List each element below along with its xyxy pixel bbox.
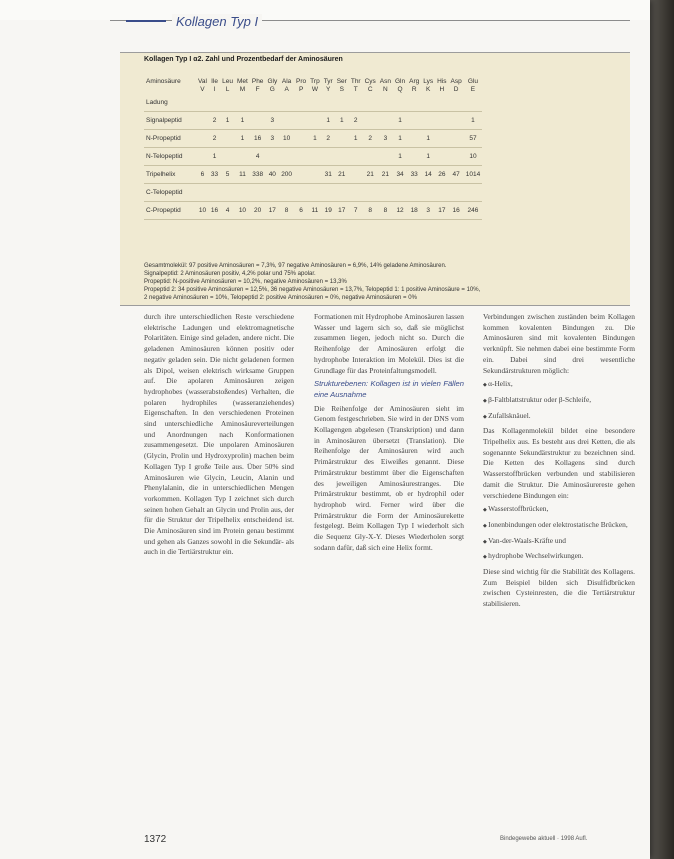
column-code: H [439, 86, 445, 93]
bullet-item: ◆ Zufallsknäuel. [483, 411, 635, 424]
table-cell [220, 94, 235, 112]
column-code: I [213, 86, 216, 93]
table-cell [363, 112, 378, 130]
table-cell: 8 [378, 202, 393, 220]
table-cell: 1 [209, 148, 220, 166]
column-header [349, 78, 363, 94]
column-name: Ser [336, 78, 347, 85]
table-cell [322, 94, 335, 112]
table-cell [265, 148, 279, 166]
table-cell: 6 [196, 166, 209, 184]
table-cell [279, 112, 294, 130]
table-cell: 26 [435, 166, 448, 184]
section-heading: Strukturebenen: Kollagen ist in vielen Fällen eine Ausnahme [314, 379, 464, 399]
table-cell [220, 148, 235, 166]
column-code: E [470, 86, 476, 93]
table-cell: 21 [378, 166, 393, 184]
paragraph: durch ihre unterschiedlichen Reste verschiedene elektrische Ladungen und elektromagnetische Polaritäten. Einige sind geladen, andere nicht. Die geladenen Aminosäuren können positiv oder negativ geladen sein. Die nicht geladenen formen als Dipol, weisen elektrisch wirksame Gruppen auf. Die apolaren Aminosäuren zeigen hydrophobes (wasserabstoßendes) Verhalten, die polaren hydrophiles (wasseranziehendes) Eigenschaften. In den verschiedenen Proteinen sind unterschiedliche Aminosäureverteilungen und Anordnungen nach Konformationen zusammengesetzt. Die unpolaren Aminosäuren (Glycin, Prolin und Hydroxyprolin) machen beim Kollagen Typ I große Teile aus. Über 50% sind Aminosäuren wie Glycin, Leucin, Alanin und Phenylalanin, die in unterschiedlichen Mengen vorkommen. Kollagen Typ I zeichnet sich durch seinen hohen Gehalt an Glycin und Prolin aus, der für die Struktur der Tripelhelix entscheidend ist. Die Aminosäuren sind im Protein genau bestimmt und gehen als Ganzes sowohl in die Sekundär- als auch in die Tertiärstruktur ein. [144, 312, 294, 557]
table-cell [294, 94, 308, 112]
table-cell: 1 [322, 112, 335, 130]
table-cell: 16 [209, 202, 220, 220]
column-header [363, 78, 378, 94]
table-cell [209, 94, 220, 112]
table-cell [464, 184, 482, 202]
column-header [335, 78, 349, 94]
column-header [265, 78, 279, 94]
table-note: Signalpeptid: 2 Aminosäuren positiv, 4,2% polar und 75% apolar. [144, 271, 316, 277]
column-header [407, 78, 421, 94]
table-row [144, 112, 482, 130]
table-cell: 1014 [464, 166, 482, 184]
table-cell [435, 130, 448, 148]
table-cell: 1 [349, 130, 363, 148]
column-code: D [453, 86, 459, 93]
table-cell: 10 [464, 148, 482, 166]
table-cell: 18 [407, 202, 421, 220]
table-cell [308, 148, 322, 166]
column-header [196, 78, 209, 94]
table-cell [250, 184, 266, 202]
column-header [308, 78, 322, 94]
table-row [144, 202, 482, 220]
table-cell: 2 [209, 112, 220, 130]
table-cell [196, 94, 209, 112]
table-cell: 1 [235, 112, 250, 130]
text-column-2 [314, 312, 464, 556]
table-cell: 2 [209, 130, 220, 148]
table-cell [322, 184, 335, 202]
column-name: Lys [423, 78, 434, 85]
table-cell: 21 [363, 166, 378, 184]
table-cell [363, 94, 378, 112]
row-label: C-Telopeptid [144, 184, 196, 202]
table-cell [322, 148, 335, 166]
column-name: Gly [267, 78, 278, 85]
table-cell [363, 184, 378, 202]
table-cell: 6 [294, 202, 308, 220]
column-code: K [426, 86, 431, 93]
table-cell: 11 [308, 202, 322, 220]
column-name: Asp [450, 78, 462, 85]
column-header [294, 78, 308, 94]
table-cell [265, 184, 279, 202]
table-cell: 17 [435, 202, 448, 220]
column-header-label [144, 78, 196, 94]
table-note: Gesamtmolekül: 97 positive Aminosäuren = 7,3%, 97 negative Aminosäuren = 6,9%, 14% geladene Aminosäuren. [144, 263, 447, 269]
table-cell [449, 130, 464, 148]
table-cell [378, 112, 393, 130]
table-cell [196, 148, 209, 166]
table-cell: 1 [464, 112, 482, 130]
table-cell: 1 [421, 130, 435, 148]
table-cell: 11 [235, 166, 250, 184]
table-cell: 1 [421, 148, 435, 166]
column-code: T [353, 86, 358, 93]
table-header-row [144, 78, 482, 94]
table-cell [407, 184, 421, 202]
table-cell [449, 112, 464, 130]
table-cell: 1 [393, 148, 407, 166]
table-cell [196, 184, 209, 202]
table-cell: 5 [220, 166, 235, 184]
column-name: Pro [296, 78, 307, 85]
publisher-footer: Bindegewebe aktuell · 1998 Aufl. [500, 836, 588, 842]
table-cell [407, 148, 421, 166]
column-header [322, 78, 335, 94]
column-code: N [383, 86, 388, 93]
table-cell [349, 166, 363, 184]
table-note: Propeptid: N-positive Aminosäuren = 10,2%, negative Aminosäuren = 13,3% [144, 279, 347, 285]
table-cell [265, 94, 279, 112]
column-name: Ile [211, 78, 218, 85]
table-cell [449, 94, 464, 112]
table-cell: 33 [209, 166, 220, 184]
column-name: Val [198, 78, 207, 85]
table-row [144, 166, 482, 184]
table-cell [421, 94, 435, 112]
table-cell [308, 166, 322, 184]
table-cell [250, 112, 266, 130]
table-cell: 3 [265, 130, 279, 148]
row-label: Tripelhelix [144, 166, 196, 184]
table-cell [279, 94, 294, 112]
column-code: R [411, 86, 417, 93]
row-label: C-Propeptid [144, 202, 196, 220]
table-row [144, 148, 482, 166]
table-cell: 3 [421, 202, 435, 220]
table-cell [294, 130, 308, 148]
table-cell [421, 112, 435, 130]
row-label: Signalpeptid [144, 112, 196, 130]
column-header [235, 78, 250, 94]
table-cell: 4 [250, 148, 266, 166]
table-caption: Kollagen Typ I α2. Zahl und Prozentbedarf der Aminosäuren [144, 56, 343, 63]
table-cell [209, 184, 220, 202]
column-code: V [200, 86, 205, 93]
table-cell: 1 [393, 130, 407, 148]
row-label: N-Propeptid [144, 130, 196, 148]
table-cell [294, 112, 308, 130]
table-cell [464, 94, 482, 112]
bullet-item: ◆ hydrophobe Wechselwirkungen. [483, 551, 635, 564]
column-name: Trp [310, 78, 320, 85]
column-code: G [269, 86, 275, 93]
table-cell [235, 184, 250, 202]
column-header [393, 78, 407, 94]
column-name: Met [237, 78, 248, 85]
table-cell [378, 184, 393, 202]
table-cell: 200 [279, 166, 294, 184]
table-cell [279, 148, 294, 166]
column-header [378, 78, 393, 94]
column-name: Phe [251, 78, 264, 85]
table-cell [235, 148, 250, 166]
paragraph: Diese sind wichtig für die Stabilität des Kollagens. Zum Beispiel bilden sich Disulfidbrücken zwischen Cysteinresten, die die Tertiärstruktur stabilisieren. [483, 567, 635, 609]
amino-acid-table [144, 78, 482, 220]
column-name: Aminosäure [146, 78, 181, 85]
table-cell: 1 [308, 130, 322, 148]
table-cell: 3 [265, 112, 279, 130]
table-cell [449, 184, 464, 202]
table-cell [294, 148, 308, 166]
page-top-margin [0, 0, 650, 20]
table-cell: 10 [196, 202, 209, 220]
column-header [464, 78, 482, 94]
table-cell: 2 [322, 130, 335, 148]
table-cell [250, 94, 266, 112]
table-cell [279, 184, 294, 202]
table-cell [335, 184, 349, 202]
table-cell [349, 184, 363, 202]
paragraph: Verbindungen zwischen zuständen beim Kollagen kommen kovalenten Bindungen zu. Die Aminosäuren sind mit kovalenten Bindungen verknüpft. Sie nehmen dabei eine bestimmte Form ein. Dabei sind drei wesentliche Sekundärstrukturen möglich: [483, 312, 635, 375]
column-code: Q [397, 86, 403, 93]
table-cell: 8 [279, 202, 294, 220]
table-cell [378, 148, 393, 166]
column-header [449, 78, 464, 94]
table-cell [421, 184, 435, 202]
column-code: M [239, 86, 246, 93]
table-cell [393, 184, 407, 202]
paragraph: Das Kollagenmolekül bildet eine besondere Tripelhelix aus. Es besteht aus drei Ketten, die als sogenannte Sekundärstruktur zu bezeichnen sind. Die Ketten des Kollagens sind durch Wasserstoffbrücken verbunden und stabilisieren damit die Struktur. Die Aminosäurereste gehen verschiedene Bindungen ein: [483, 426, 635, 500]
column-code: C [367, 86, 373, 93]
column-header [279, 78, 294, 94]
table-cell [308, 112, 322, 130]
table-cell: 10 [235, 202, 250, 220]
column-name: Arg [409, 78, 420, 85]
table-cell: 17 [335, 202, 349, 220]
text-column-3 [483, 312, 635, 613]
column-name: Thr [350, 78, 361, 85]
table-row [144, 130, 482, 148]
table-row [144, 184, 482, 202]
table-cell: 2 [349, 112, 363, 130]
table-cell [196, 112, 209, 130]
table-cell: 19 [322, 202, 335, 220]
column-name: Leu [222, 78, 234, 85]
table-cell [378, 94, 393, 112]
table-cell: 3 [378, 130, 393, 148]
table-cell: 40 [265, 166, 279, 184]
table-cell: 12 [393, 202, 407, 220]
table-cell: 20 [250, 202, 266, 220]
table-cell [407, 112, 421, 130]
column-name: His [437, 78, 447, 85]
table-cell [294, 166, 308, 184]
table-cell: 16 [250, 130, 266, 148]
table-cell [220, 130, 235, 148]
column-code: A [284, 86, 289, 93]
table-cell: 47 [449, 166, 464, 184]
table-cell: 246 [464, 202, 482, 220]
table-cell: 16 [449, 202, 464, 220]
table-cell [435, 184, 448, 202]
table-cell: 7 [349, 202, 363, 220]
table-cell [393, 94, 407, 112]
bullet-item: ◆ Ionenbindungen oder elektrostatische Brücken, [483, 520, 635, 533]
column-code: Y [326, 86, 331, 93]
column-name: Asn [379, 78, 391, 85]
table-cell: 4 [220, 202, 235, 220]
table-cell [235, 94, 250, 112]
bullet-item: ◆ β-Faltblattstruktur oder β-Schleife, [483, 395, 635, 408]
table-cell [196, 130, 209, 148]
table-cell [335, 130, 349, 148]
table-cell [407, 130, 421, 148]
table-notes [144, 262, 624, 302]
table-cell [449, 148, 464, 166]
table-cell [435, 94, 448, 112]
column-code: S [339, 86, 344, 93]
table-cell: 21 [335, 166, 349, 184]
column-name: Cys [364, 78, 376, 85]
table-cell [308, 94, 322, 112]
table-cell [220, 184, 235, 202]
bullet-item: ◆ α-Helix, [483, 379, 635, 392]
table-cell [435, 112, 448, 130]
column-header [250, 78, 266, 94]
column-code: W [311, 86, 318, 93]
table-cell [335, 94, 349, 112]
row-label: N-Telopeptid [144, 148, 196, 166]
column-header [421, 78, 435, 94]
table-cell: 1 [220, 112, 235, 130]
table-cell: 57 [464, 130, 482, 148]
table-cell [308, 184, 322, 202]
column-header [435, 78, 448, 94]
table-note: 2 negative Aminosäuren = 10%, Telopeptid 2: positive Aminosäuren = 0%, negative Aminosäuren = 0% [144, 295, 417, 301]
column-header [220, 78, 235, 94]
table-note: Propeptid 2: 34 positive Aminosäuren = 12,5%, 36 negative Aminosäuren = 13,7%, Telopeptid 1: 1 positive Aminosäure = 10%, [144, 287, 481, 293]
column-name: Gln [395, 78, 406, 85]
page-number: 1372 [144, 834, 167, 845]
table-cell [363, 148, 378, 166]
table-cell: 8 [363, 202, 378, 220]
table-cell: 33 [407, 166, 421, 184]
bullet-item: ◆ Van-der-Waals-Kräfte und [483, 536, 635, 549]
paragraph: Die Reihenfolge der Aminosäuren sieht im Genom festgeschrieben. Sie wird in der DNS vom Kollagengen abgelesen (Transkription) und dann in Aminosäuren übersetzt (Translation). Die Reihenfolge der Aminosäuren wird auch Primärstruktur des Eiweißes genannt. Diese Primärstruktur bestimmt über die Eigenschaften des jeweiligen Aminosäurestranges. Die Primärstruktur bestimmt, ob er hydrophil oder hydrophob wird. Ferner wird über die Primärstruktur die Form der Aminosäurekette festgelegt. Beim Kollagen Typ I wiederholt sich die Sequenz Gly-X-Y. Dieses Wiederholen sorgt sodann dafür, daß sich eine Helix formt. [314, 403, 464, 552]
table-cell [349, 94, 363, 112]
table-cell: 14 [421, 166, 435, 184]
running-title: Kollagen Typ I [172, 14, 262, 29]
column-header [209, 78, 220, 94]
column-code: L [225, 86, 230, 93]
table-cell: 2 [363, 130, 378, 148]
table-cell [407, 94, 421, 112]
table-cell [349, 148, 363, 166]
column-code: F [255, 86, 260, 93]
paragraph: Formationen mit Hydrophobe Aminosäuren lassen Wasser und lagern sich so, daß sie möglichst zusammen liegen, jedoch nicht so. Durch die Reihenfolge der Aminosäuren erfolgt die hydrophobe Interaktion im Molekül. Dies ist die Grundlage für das Proteinfaltungsmodell. [314, 312, 464, 375]
header-accent [126, 20, 166, 22]
column-name: Glu [467, 78, 479, 85]
column-code: P [298, 86, 304, 93]
table-cell: 31 [322, 166, 335, 184]
table-cell: 1 [335, 112, 349, 130]
table-cell: 34 [393, 166, 407, 184]
bullet-item: ◆ Wasserstoffbrücken, [483, 504, 635, 517]
table-cell: 338 [250, 166, 266, 184]
column-name: Ala [281, 78, 292, 85]
table-cell: 17 [265, 202, 279, 220]
column-name: Tyr [323, 78, 333, 85]
table-cell [435, 148, 448, 166]
table-cell: 1 [235, 130, 250, 148]
table-cell: 10 [279, 130, 294, 148]
table-cell [335, 148, 349, 166]
table-cell [294, 184, 308, 202]
row-label: Ladung [144, 94, 196, 112]
table-row [144, 94, 482, 112]
text-column-1 [144, 312, 294, 561]
table-cell: 1 [393, 112, 407, 130]
